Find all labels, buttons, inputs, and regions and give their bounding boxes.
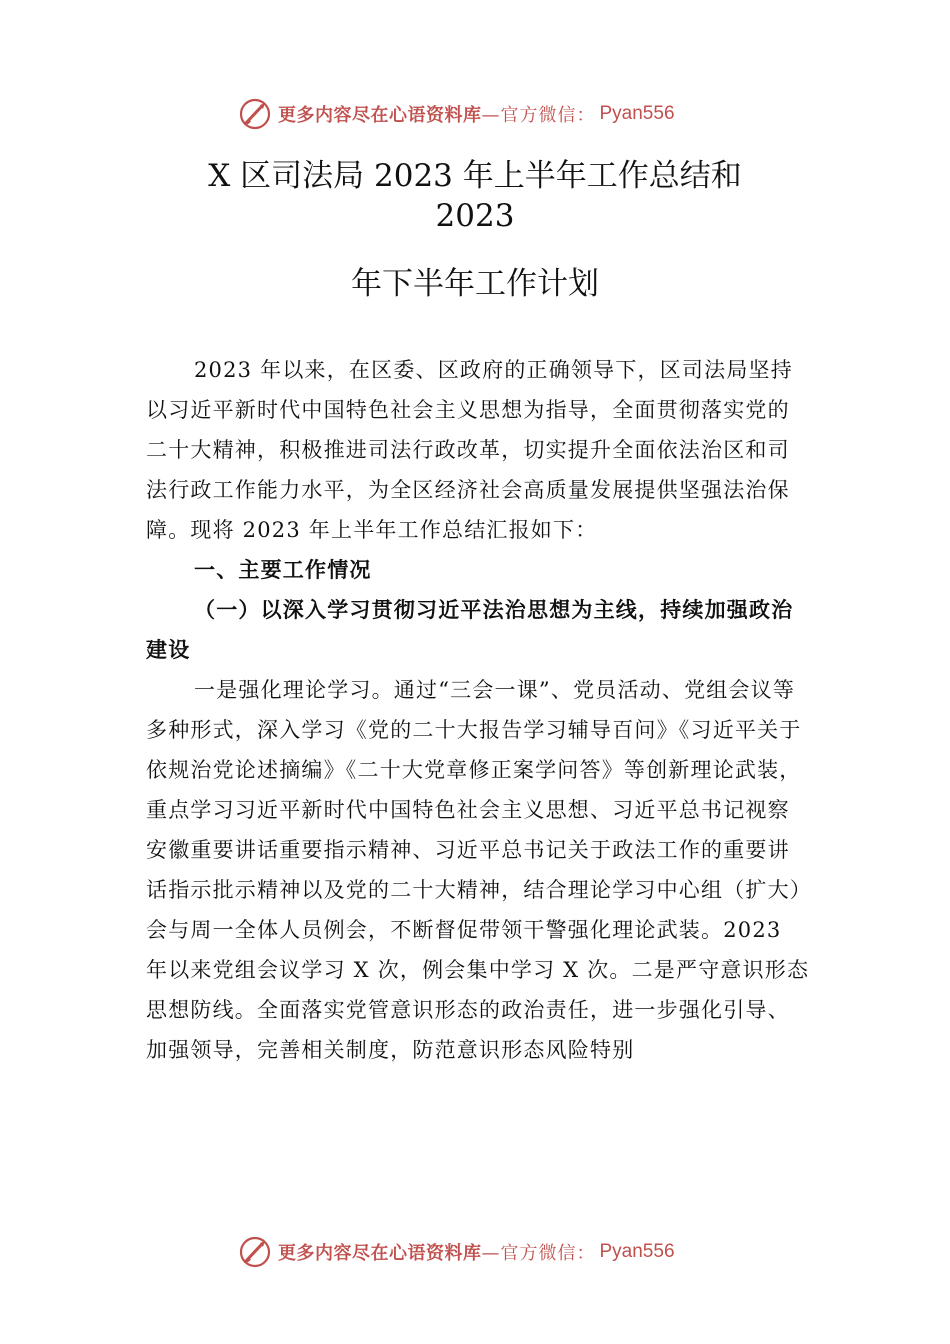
body-paragraph: 一是强化理论学习。通过“三会一课”、党员活动、党组会议等多种形式，深入学习《党的二十大报告学习辅导百问》《习近平关于依规治党论述摘编》《二十大党章修正案学问答》等创新理论武装，重点学习习近平新时代中国特色社会主义思想、习近平总书记视察安徽重要讲话重要指示精神、习近平总书记关于政法工作的重要讲话指示批示精神以及党的二十大精神，结合理论学习中心组（扩大）会与周一全体人员例会，不断督促带领干警强化理论武装。2023 年以来党组会议学习 X 次，例会集中学习 X 次。二是严守意识形态思想防线。全面落实党管意识形态的政治责任，进一步强化引导、加强领导，完善相关制度，防范意识形态风险特别 (146, 678, 810, 1062)
section-heading: 一、主要工作情况 (194, 558, 372, 582)
watermark-dash-text: —官方微信： (481, 105, 596, 126)
brush-logo-icon (238, 1235, 272, 1269)
watermark-account: Pyan556 (599, 1241, 675, 1262)
watermark-banner-top (238, 96, 675, 132)
watermark-dash-text: —官方微信： (481, 1243, 596, 1264)
intro-paragraph: 2023 年以来，在区委、区政府的正确领导下，区司法局坚持以习近平新时代中国特色社会主义思想为指导，全面贯彻落实党的二十大精神，积极推进司法行政改革，切实提升全面依法治区和司法行政工作能力水平，为全区经济社会高质量发展提供坚强法治保障。现将 2023 年上半年工作总结汇报如下： (146, 358, 793, 542)
document-title-line2: 2023 (435, 198, 515, 234)
watermark-banner-bottom (238, 1234, 675, 1270)
watermark-main-text: 更多内容尽在心语资料库 (278, 1243, 482, 1264)
subsection-heading: （一）以深入学习贯彻习近平法治思想为主线，持续加强政治建设 (146, 597, 794, 662)
document-title-line1: X 区司法局 2023 年上半年工作总结和 (208, 158, 742, 194)
document-body (146, 350, 810, 1070)
brush-logo-icon (238, 97, 272, 131)
document-title-line3: 年下半年工作计划 (351, 266, 599, 302)
watermark-main-text: 更多内容尽在心语资料库 (278, 105, 482, 126)
watermark-account: Pyan556 (599, 103, 675, 124)
